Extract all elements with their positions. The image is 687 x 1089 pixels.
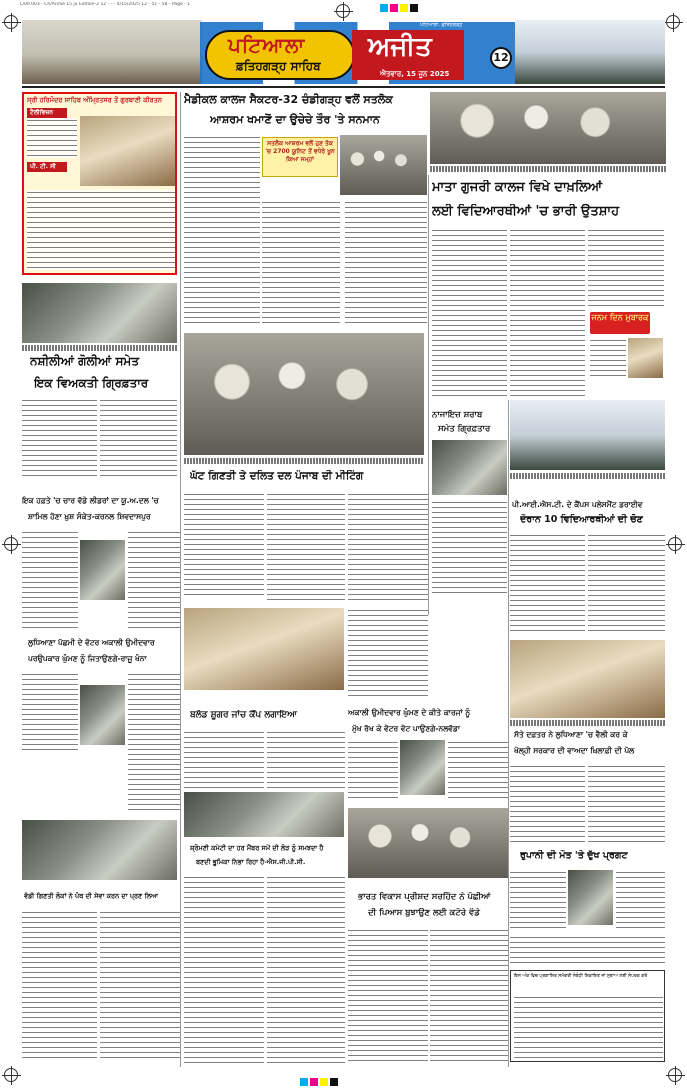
masthead-edition-line: ਪਟਿਆਲਾ, ਫ਼ਤਿਹਗੜ੍ਹ [420, 22, 463, 28]
golden-temple-photo [80, 116, 175, 186]
drugs-body-col2 [100, 398, 177, 480]
sade-dafter-body-col1 [510, 764, 585, 844]
cmyk-swatch-yellow [320, 1078, 328, 1086]
cmyk-swatch-black [410, 4, 418, 12]
spiritual-headline-2: ਬਣਦੀ ਭੂਮਿਕਾ ਨਿਭਾ ਰਿਹਾ ਹੈ-ਐਸ.ਜੀ.ਪੀ.ਸੀ. [196, 858, 306, 866]
dalit-headline: ਘੱਟ ਗਿਣਤੀ ਤੇ ਦਲਿਤ ਦਲ ਪੰਜਾਬ ਦੀ ਮੀਟਿੰਗ [190, 470, 364, 482]
birthday-child-photo [628, 338, 663, 378]
bottom-left-body-col2 [100, 910, 180, 1060]
ludhiana-body-col2 [128, 672, 180, 812]
spiritual-body-col2 [267, 875, 345, 1065]
column-divider [428, 175, 429, 615]
akali-body-col1 [348, 740, 398, 800]
masthead-subtitle: ਫ਼ਤਿਹਗੜ੍ਹ ਸਾਹਿਬ [236, 59, 321, 73]
akali-headline-2: ਮੁੱਖ ਰੱਖ ਕੇ ਵੋਟਰ ਵੋਟ ਪਾਉਣਗੇ-ਨਲਵੱਡਾ [352, 724, 461, 733]
vikas-group-photo [348, 808, 508, 878]
registration-mark-icon [666, 15, 680, 29]
police-photo [22, 283, 177, 343]
vikas-headline-1: ਭਾਰਤ ਵਿਕਾਸ ਪ੍ਰੀਸ਼ਦ ਸਰਹਿੰਦ ਨੇ ਪੰਛੀਆਂ [358, 892, 491, 902]
medical-body-col2 [262, 200, 340, 325]
placement-students-photo [510, 400, 665, 470]
dalit-body-col1 [184, 492, 264, 597]
bottom-left-body-col1 [22, 910, 97, 1060]
spiritual-body-col1 [184, 875, 264, 1065]
mata-gujri-body-col2 [510, 228, 585, 398]
blood-sugar-photo [184, 792, 344, 837]
akali-body-col2 [448, 740, 508, 800]
placement-headline-2: ਦੌਰਾਨ 10 ਵਿਦਿਆਰਥੀਆਂ ਦੀ ਚੋਣ [520, 514, 643, 525]
cmyk-swatch-magenta [390, 4, 398, 12]
placement-body-col1 [510, 533, 585, 633]
footer-notice-details [514, 995, 663, 1059]
sade-dafter-body-col2 [588, 764, 665, 844]
footer-notice-text: ਇਸ ਅੰਕ ਵਿਚ ਪ੍ਰਕਾਸ਼ਿਤ ਸਮੱਗਰੀ ਸੰਬੰਧੀ ਸ਼ਿਕਾਇਤ ਜਾਂ ਸੁਝਾਅ ਲਈ ਸੰਪਰਕ ਕਰੋ [514, 974, 648, 979]
birthday-text [590, 338, 626, 376]
kirtan-ad-text [27, 118, 77, 158]
rupani-body-col1 [510, 870, 566, 932]
middle-body-col [348, 608, 428, 698]
medical-highlight-box: ਸਤਲੋਕ ਆਸ਼ਰਮ ਵਲੋਂ ਹੁਣ ਤੱਕ 'ਚ 2700 ਯੂਨਿਟ ਤੋਂ ਵਧੇਰੇ ਖੂਨ ਕਿਆ ਜਮ੍ਹਾਂ [262, 137, 338, 177]
column-divider [180, 92, 181, 1067]
liquor-body [432, 500, 507, 595]
ludhiana-candidate-photo [80, 685, 125, 745]
ptc-strip: ਪੀ. ਟੀ. ਸੀ [27, 162, 67, 172]
dalit-meeting-photo [184, 333, 424, 455]
drugs-headline-2: ਇਕ ਵਿਅਕਤੀ ਗ੍ਰਿਫ਼ਤਾਰ [34, 376, 149, 390]
kirtan-ad-strip: ਟੈਲੀਵਿਜ਼ਨ [27, 108, 67, 118]
medical-body-col1 [184, 135, 260, 325]
kirtan-ad-heading: ਸ੍ਰੀ ਹਰਿਮੰਦਰ ਸਾਹਿਬ ਅੰਮ੍ਰਿਤਸਰ ਤੋਂ ਗੁਰਬਾਣੀ ਕੀਰਤਨ [27, 96, 162, 104]
cmyk-swatch-yellow [400, 4, 408, 12]
medical-headline-1: ਮੈਡੀਕਲ ਕਾਲਜ ਸੈਕਟਰ-32 ਚੰਡੀਗੜ੍ਹ ਵਲੋਂ ਸਤਲੋਕ [184, 93, 393, 106]
page-number-badge: 12 [490, 47, 512, 69]
dalit-body-col3 [348, 492, 428, 604]
mata-gujri-headline-2: ਲਈ ਵਿਦਿਆਰਥੀਆਂ 'ਚ ਭਾਰੀ ਉਤਸ਼ਾਹ [432, 204, 620, 219]
drugs-headline-1: ਨਸ਼ੀਲੀਆਂ ਗੋਲੀਆਂ ਸਮੇਤ [30, 354, 140, 368]
leader-portrait-photo [80, 540, 125, 600]
bottom-left-headline: ਵੱਡੀ ਗਿਣਤੀ ਲੋਕਾਂ ਨੇ ਪੰਥ ਦੀ ਸੇਵਾ ਕਰਨ ਦਾ ਪ੍ਰਣ ਲਿਆ [24, 892, 159, 900]
vikas-body-col1 [348, 928, 428, 1063]
footer-notice-box [510, 970, 665, 1062]
leaders-body-col2 [128, 530, 180, 630]
kirtan-ad-box [22, 92, 177, 275]
registration-mark-icon [4, 1068, 18, 1082]
cmyk-swatch-cyan [380, 4, 388, 12]
sade-dafter-headline-2: ਖੋਲ੍ਹੀ ਸਰਕਾਰ ਦੀ ਵਾਅਦਾ ਖ਼ਿਲਾਫ਼ੀ ਦੀ ਪੋਲ [514, 746, 635, 755]
protest-photo [510, 640, 665, 718]
birthday-badge: ਜਨਮ ਦਿਨ ਮੁਬਾਰਕ [590, 312, 650, 334]
akali-candidate-photo [400, 740, 445, 795]
leaders-body-col1 [22, 530, 78, 630]
rupani-photo [568, 870, 613, 925]
protest-photo-caption [510, 720, 665, 726]
masthead-title: ਪਟਿਆਲਾ [228, 33, 306, 57]
registration-mark-icon [4, 537, 18, 551]
placement-body-col2 [588, 533, 665, 633]
rupani-headline: ਰੁਪਾਨੀ ਦੀ ਮੌਤ 'ਤੇ ਦੁੱਖ ਪ੍ਰਗਟ [520, 850, 628, 861]
leaders-headline-2: ਸ਼ਾਮਿਲ ਹੋਣਾ ਖ਼ੁਸ਼ ਸੰਕੇਤ-ਕਰਨਲ ਸ਼ਿਵਦਾਸਪੁਰ [28, 512, 151, 521]
rupani-body-col3 [510, 935, 665, 965]
mata-gujri-body-col1 [432, 228, 507, 398]
placement-photo-caption [510, 473, 665, 479]
liquor-accused-photo [432, 440, 507, 495]
ludhiana-body-col1 [22, 672, 78, 752]
top-right-photo-caption [430, 166, 666, 172]
drugs-body-col1 [22, 398, 97, 480]
akali-headline-1: ਅਕਾਲੀ ਉਮੀਦਵਾਰ ਘੁੰਮਣ ਦੇ ਕੀਤੇ ਕਾਰਜਾਂ ਨੂੰ [348, 708, 471, 717]
rupani-body-col2 [616, 870, 665, 932]
registration-mark-icon [668, 537, 682, 551]
cmyk-swatch-black [330, 1078, 338, 1086]
spiritual-headline-1: ਸ਼੍ਰੋਮਣੀ ਕਮੇਟੀ ਦਾ ਹਰ ਮੈਂਬਰ ਸਮੇਂ ਦੀ ਲੋੜ ਨੂੰ ਸਮਝਦਾ ਹੈ [190, 844, 324, 852]
mata-gujri-headline-1: ਮਾਤਾ ਗੁਜਰੀ ਕਾਲਜ ਵਿਖੇ ਦਾਖ਼ਲਿਆਂ [432, 180, 603, 195]
column-divider [508, 400, 509, 1067]
cmyk-swatch-cyan [300, 1078, 308, 1086]
police-photo-caption [22, 345, 177, 351]
registration-mark-icon [4, 15, 18, 29]
leaders-headline-1: ਇਕ ਹਫ਼ਤੇ 'ਚ ਚਾਰ ਵੱਡੇ ਲੀਡਰਾਂ ਦਾ ਯੂ.ਅ.ਦਲ 'ਚ [22, 496, 159, 505]
sade-dafter-headline-1: ਸੱਤੇ ਦਫ਼ਤਰ ਨੇ ਲੁਧਿਆਣਾ 'ਚ ਵੈਲੀ ਕਰ ਕੇ [514, 730, 628, 739]
dalit-body-col2 [267, 492, 345, 604]
blood-sugar-body-col2 [267, 730, 345, 790]
kirtan-ad-schedule [27, 190, 175, 270]
blood-sugar-headline: ਬਲੱਡ ਸ਼ੂਗਰ ਜਾਂਚ ਕੈਂਪ ਲਗਾਇਆ [190, 710, 297, 720]
top-right-group-photo [430, 92, 666, 164]
ludhiana-headline-1: ਲੁਧਿਆਣਾ ਪੱਛਮੀ ਦੇ ਵੋਟਰ ਅਕਾਲੀ ਉਮੀਦਵਾਰ [28, 638, 155, 647]
mata-gujri-body-col3 [588, 228, 664, 308]
vikas-headline-2: ਦੀ ਪਿਆਸ ਬੁਝਾਉਣ ਲਈ ਕਟੋਰੇ ਵੰਡੇ [368, 908, 480, 918]
masthead-divider [22, 86, 665, 88]
print-slug: L/00 003 - Ch/An/Se 15 ju Edition-2 12 - - - 4/15/2025 12 - 51 - 58 - Page - 1 [20, 2, 191, 7]
masthead-right-monument-photo [515, 20, 665, 84]
placement-headline-1: ਪੀ.ਆਈ.ਐਸ.ਟੀ. ਦੇ ਕੈਂਪਸ ਪਲੇਸਮੈਂਟ ਡਰਾਈਵ [512, 500, 643, 509]
medical-body-col3 [345, 200, 427, 325]
registration-mark-icon [336, 4, 350, 18]
medical-award-photo [340, 135, 427, 195]
sewing-women-photo [184, 608, 344, 690]
masthead-date: ਐਤਵਾਰ, 15 ਜੂਨ 2025 [380, 70, 450, 78]
dalit-photo-caption [184, 458, 424, 464]
brand-logo: ਅਜੀਤ [368, 32, 432, 62]
liquor-headline-2: ਸਮੇਤ ਗ੍ਰਿਫ਼ਤਾਰ [438, 424, 491, 434]
cmyk-swatch-magenta [310, 1078, 318, 1086]
masthead-left-building-photo [22, 20, 202, 84]
blood-sugar-body-col1 [184, 730, 264, 790]
ludhiana-group-photo [22, 820, 177, 880]
liquor-headline-1: ਨਾਜਾਇਜ਼ ਸ਼ਰਾਬ [432, 410, 483, 420]
vikas-body-col2 [430, 928, 508, 1063]
registration-mark-icon [668, 1068, 682, 1082]
ludhiana-headline-2: ਪਰਉਪਕਾਰ ਘੁੰਮਣ ਨੂੰ ਜਿਤਾਉਣਗੇ-ਰਾਜੂ ਖੰਨਾ [28, 654, 147, 663]
medical-headline-2: ਆਸ਼ਰਮ ਖਮਾਣੋਂ ਦਾ ਉਚੇਚੇ ਤੌਰ 'ਤੇ ਸਨਮਾਨ [210, 113, 380, 126]
